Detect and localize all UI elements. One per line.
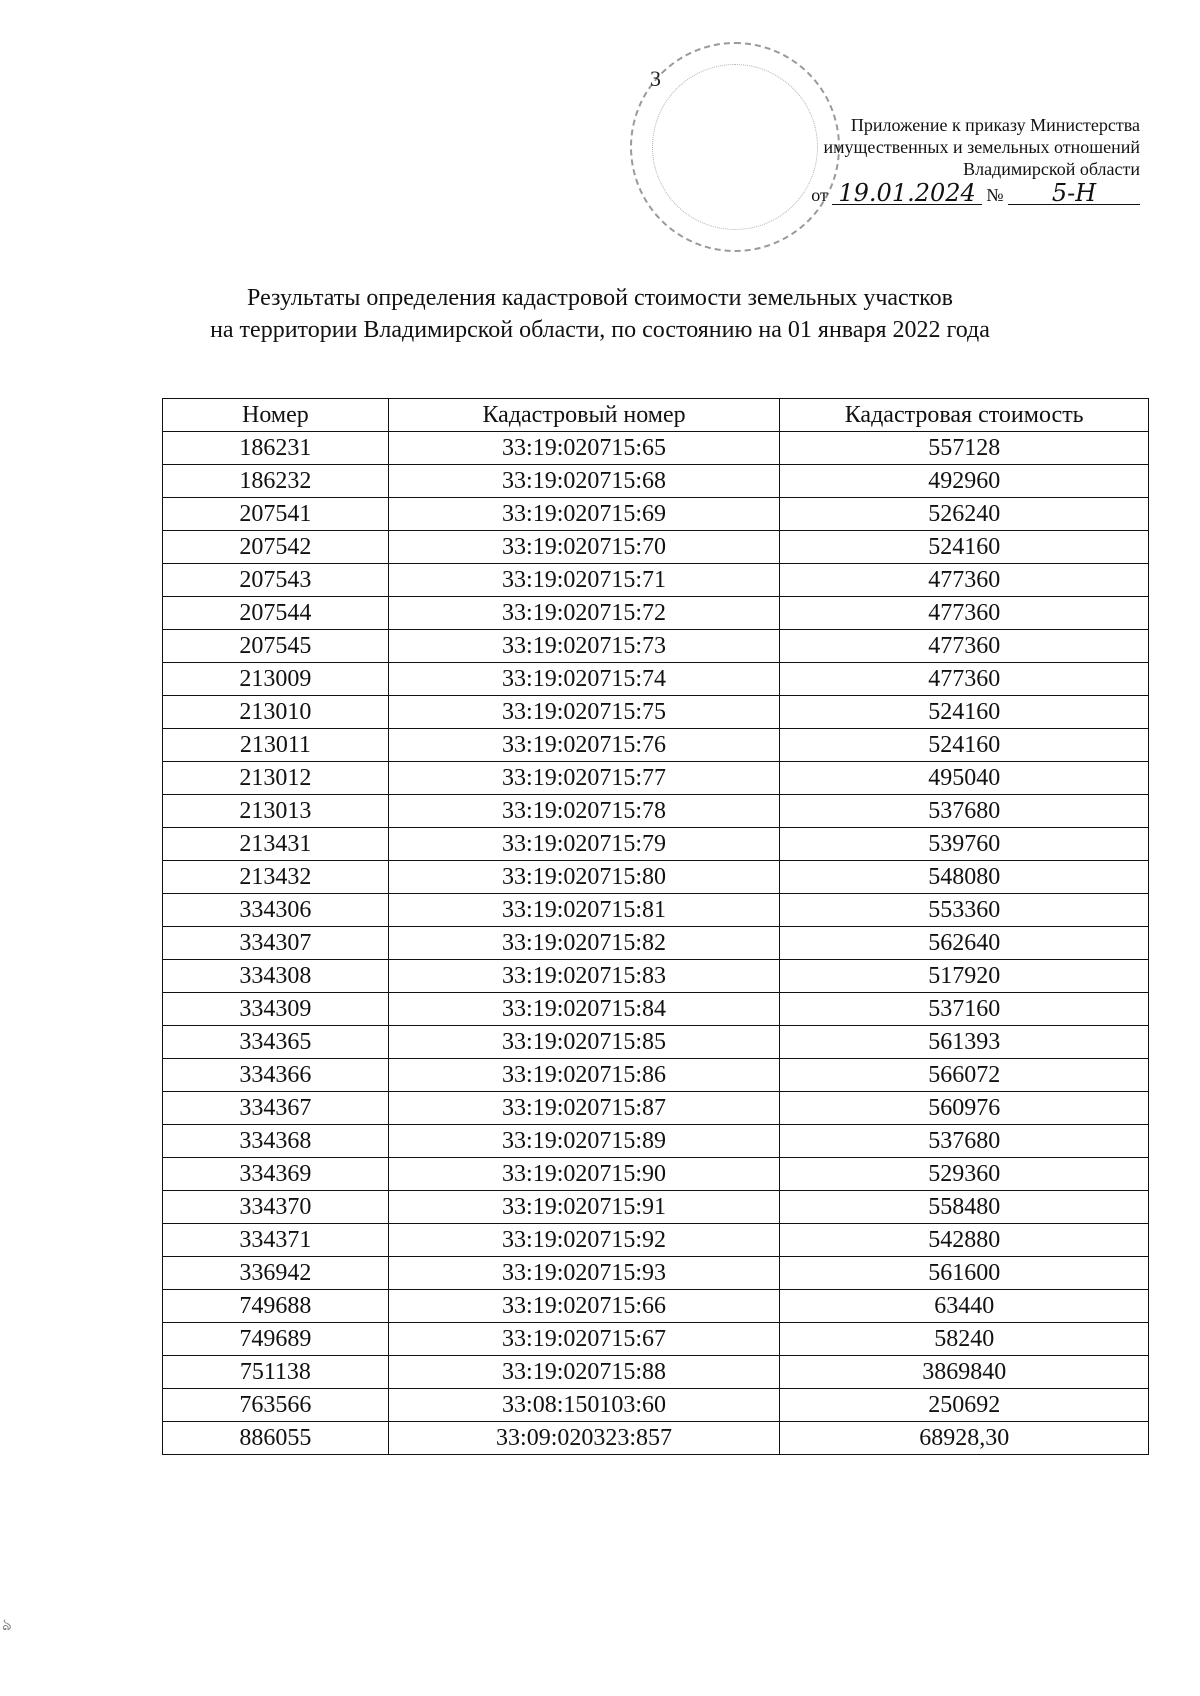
table-row: [163, 1224, 1149, 1257]
cell-cadastral-value: 477360: [780, 630, 1149, 663]
cell-number: 749689: [163, 1323, 389, 1356]
cell-cadastral-value: 526240: [780, 498, 1149, 531]
cell-cadastral-value: 542880: [780, 1224, 1149, 1257]
cell-cadastral-number: 33:19:020715:72: [388, 597, 780, 630]
cell-cadastral-number: 33:19:020715:76: [388, 729, 780, 762]
table-row: [163, 1026, 1149, 1059]
cell-cadastral-number: 33:19:020715:93: [388, 1257, 780, 1290]
cell-number: 207545: [163, 630, 389, 663]
cell-cadastral-number: 33:19:020715:79: [388, 828, 780, 861]
column-header-number: Номер: [163, 399, 389, 432]
cell-cadastral-number: 33:19:020715:88: [388, 1356, 780, 1389]
cell-cadastral-value: 537680: [780, 1125, 1149, 1158]
table-row: [163, 663, 1149, 696]
cell-cadastral-number: 33:19:020715:92: [388, 1224, 780, 1257]
cell-number: 213009: [163, 663, 389, 696]
cell-cadastral-number: 33:19:020715:75: [388, 696, 780, 729]
cell-number: 213011: [163, 729, 389, 762]
order-number: 5-Н: [1008, 182, 1140, 205]
cell-cadastral-number: 33:19:020715:91: [388, 1191, 780, 1224]
cell-cadastral-value: 68928,30: [780, 1422, 1149, 1455]
cell-number: 336942: [163, 1257, 389, 1290]
table-row: [163, 729, 1149, 762]
order-number-prefix: №: [986, 185, 1004, 205]
cell-number: 186232: [163, 465, 389, 498]
cell-cadastral-number: 33:19:020715:69: [388, 498, 780, 531]
cell-number: 213012: [163, 762, 389, 795]
cell-cadastral-number: 33:19:020715:77: [388, 762, 780, 795]
title-line-2: на территории Владимирской области, по состоянию на 01 января 2022 года: [210, 317, 990, 343]
cell-cadastral-value: 562640: [780, 927, 1149, 960]
cell-cadastral-value: 58240: [780, 1323, 1149, 1356]
table-row: [163, 762, 1149, 795]
cell-cadastral-number: 33:19:020715:73: [388, 630, 780, 663]
cell-cadastral-number: 33:19:020715:74: [388, 663, 780, 696]
table-row: [163, 696, 1149, 729]
cell-cadastral-value: 477360: [780, 564, 1149, 597]
cell-number: 207542: [163, 531, 389, 564]
official-seal: [630, 42, 840, 252]
table-row: [163, 432, 1149, 465]
cell-cadastral-value: 558480: [780, 1191, 1149, 1224]
cell-cadastral-value: 524160: [780, 696, 1149, 729]
cell-number: 213432: [163, 861, 389, 894]
cell-cadastral-value: 477360: [780, 597, 1149, 630]
cell-cadastral-number: 33:19:020715:78: [388, 795, 780, 828]
cell-cadastral-number: 33:19:020715:66: [388, 1290, 780, 1323]
cell-cadastral-value: 250692: [780, 1389, 1149, 1422]
table-row: [163, 1257, 1149, 1290]
cell-cadastral-value: 63440: [780, 1290, 1149, 1323]
cell-cadastral-number: 33:19:020715:85: [388, 1026, 780, 1059]
cell-number: 207544: [163, 597, 389, 630]
table-row: [163, 1092, 1149, 1125]
table-row: [163, 1389, 1149, 1422]
cell-cadastral-value: 557128: [780, 432, 1149, 465]
cell-cadastral-value: 529360: [780, 1158, 1149, 1191]
cell-cadastral-value: 548080: [780, 861, 1149, 894]
column-header-cadastral-value: Кадастровая стоимость: [780, 399, 1149, 432]
cell-number: 749688: [163, 1290, 389, 1323]
cell-cadastral-number: 33:19:020715:80: [388, 861, 780, 894]
column-header-cadastral-number: Кадастровый номер: [388, 399, 780, 432]
cell-cadastral-number: 33:19:020715:87: [388, 1092, 780, 1125]
table-row: [163, 861, 1149, 894]
cell-cadastral-number: 33:19:020715:82: [388, 927, 780, 960]
cell-cadastral-value: 537680: [780, 795, 1149, 828]
table-row: [163, 1356, 1149, 1389]
cell-cadastral-number: 33:19:020715:89: [388, 1125, 780, 1158]
table-row: [163, 960, 1149, 993]
cell-number: 886055: [163, 1422, 389, 1455]
cell-cadastral-value: 477360: [780, 663, 1149, 696]
cell-number: 334370: [163, 1191, 389, 1224]
appendix-line-3: Владимирской области: [963, 159, 1140, 179]
table-row: [163, 993, 1149, 1026]
cell-cadastral-number: 33:19:020715:81: [388, 894, 780, 927]
cell-cadastral-value: 495040: [780, 762, 1149, 795]
table-row: [163, 1059, 1149, 1092]
cell-cadastral-value: 539760: [780, 828, 1149, 861]
table-row: [163, 1422, 1149, 1455]
cell-number: 213010: [163, 696, 389, 729]
table-body: [163, 432, 1149, 1455]
cell-cadastral-number: 33:19:020715:84: [388, 993, 780, 1026]
cell-number: 213013: [163, 795, 389, 828]
cell-cadastral-value: 537160: [780, 993, 1149, 1026]
table-row: [163, 894, 1149, 927]
table-row: [163, 1323, 1149, 1356]
appendix-line-1: Приложение к приказу Министерства: [850, 115, 1140, 135]
title-line-1: Результаты определения кадастровой стоимости земельных участков: [247, 285, 953, 311]
table-row: [163, 531, 1149, 564]
table-row: [163, 498, 1149, 531]
cell-number: 334366: [163, 1059, 389, 1092]
cell-cadastral-number: 33:19:020715:86: [388, 1059, 780, 1092]
cell-cadastral-value: 3869840: [780, 1356, 1149, 1389]
order-date: 19.01.2024: [832, 182, 981, 205]
cell-number: 334306: [163, 894, 389, 927]
table-row: [163, 630, 1149, 663]
cell-number: 207543: [163, 564, 389, 597]
cell-cadastral-value: 561393: [780, 1026, 1149, 1059]
cell-number: 334371: [163, 1224, 389, 1257]
cell-cadastral-number: 33:19:020715:71: [388, 564, 780, 597]
cell-cadastral-number: 33:08:150103:60: [388, 1389, 780, 1422]
table-row: [163, 564, 1149, 597]
cell-number: 207541: [163, 498, 389, 531]
cell-number: 334308: [163, 960, 389, 993]
appendix-note: [811, 114, 1140, 206]
cell-cadastral-number: 33:09:020323:857: [388, 1422, 780, 1455]
cell-cadastral-value: 553360: [780, 894, 1149, 927]
cadastral-value-table: [162, 398, 1149, 1455]
cell-number: 334368: [163, 1125, 389, 1158]
appendix-line-2: имущественных и земельных отношений: [823, 137, 1140, 157]
cell-cadastral-value: 517920: [780, 960, 1149, 993]
cell-cadastral-number: 33:19:020715:67: [388, 1323, 780, 1356]
cell-cadastral-number: 33:19:020715:65: [388, 432, 780, 465]
cell-number: 213431: [163, 828, 389, 861]
cell-number: 751138: [163, 1356, 389, 1389]
cell-cadastral-value: 492960: [780, 465, 1149, 498]
table-row: [163, 1125, 1149, 1158]
cell-number: 186231: [163, 432, 389, 465]
cell-number: 334369: [163, 1158, 389, 1191]
table-row: [163, 1158, 1149, 1191]
cell-cadastral-value: 560976: [780, 1092, 1149, 1125]
cell-number: 334367: [163, 1092, 389, 1125]
cell-cadastral-value: 566072: [780, 1059, 1149, 1092]
cell-cadastral-number: 33:19:020715:68: [388, 465, 780, 498]
table-row: [163, 1290, 1149, 1323]
cell-cadastral-value: 524160: [780, 531, 1149, 564]
cell-number: 334309: [163, 993, 389, 1026]
table-row: [163, 828, 1149, 861]
order-date-prefix: от: [811, 185, 828, 205]
table-row: [163, 795, 1149, 828]
scan-margin-mark: ঌ: [2, 1617, 12, 1634]
cell-cadastral-value: 561600: [780, 1257, 1149, 1290]
table-row: [163, 1191, 1149, 1224]
cell-cadastral-number: 33:19:020715:90: [388, 1158, 780, 1191]
cell-cadastral-number: 33:19:020715:70: [388, 531, 780, 564]
table-row: [163, 927, 1149, 960]
stamp-number: 3: [650, 66, 661, 91]
cell-number: 763566: [163, 1389, 389, 1422]
cell-cadastral-number: 33:19:020715:83: [388, 960, 780, 993]
cell-number: 334307: [163, 927, 389, 960]
order-line: [811, 179, 1140, 207]
table-header-row: [163, 399, 1149, 432]
official-seal-inner-ring: [652, 64, 818, 230]
document-title: [0, 282, 1200, 346]
table-row: [163, 597, 1149, 630]
table-row: [163, 465, 1149, 498]
cell-number: 334365: [163, 1026, 389, 1059]
cell-cadastral-value: 524160: [780, 729, 1149, 762]
